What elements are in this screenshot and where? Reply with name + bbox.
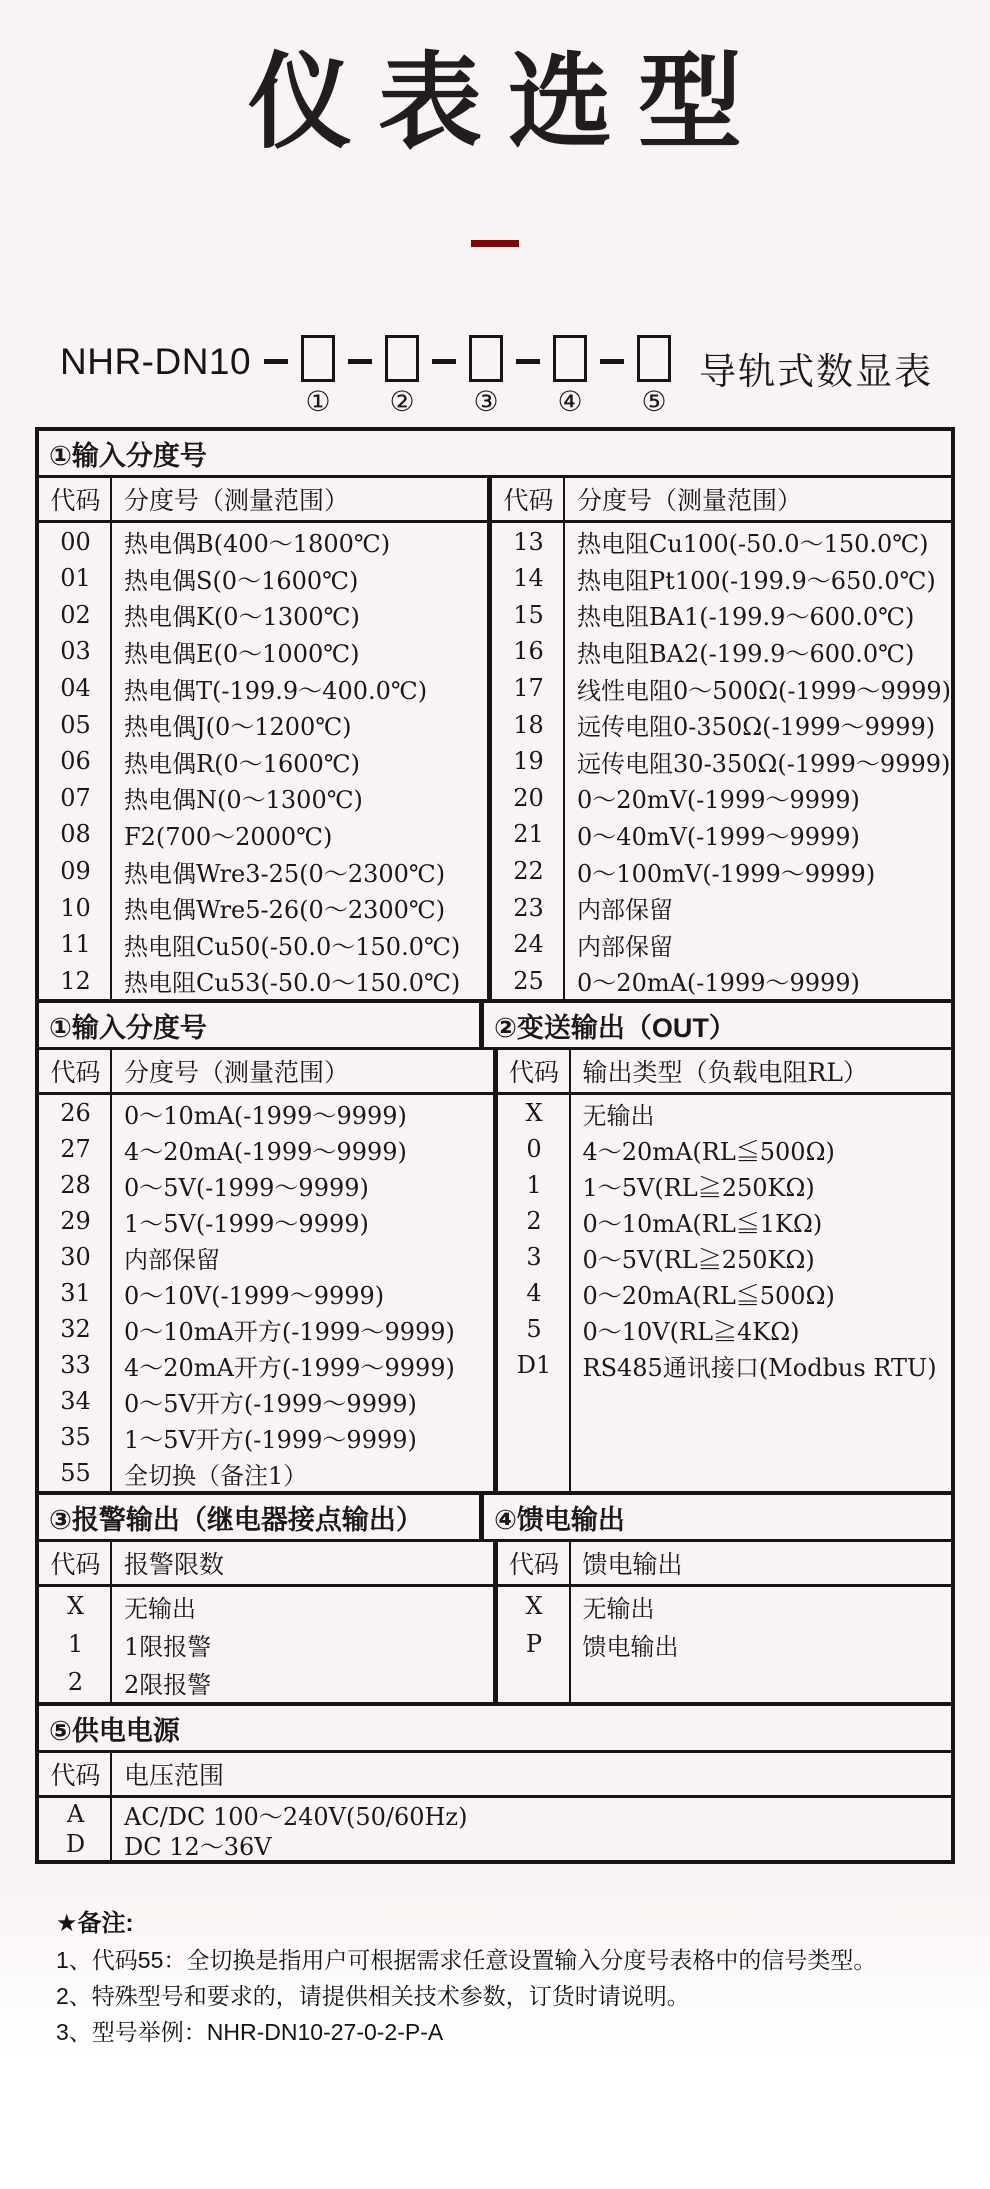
desc-cell: 热电偶R(0～1600℃)	[124, 749, 360, 778]
code-cell: 10	[60, 893, 91, 922]
table-row	[492, 560, 951, 597]
code-cell: 22	[513, 857, 544, 886]
desc-cell: 0～20mV(-1999～9999)	[577, 786, 860, 815]
table-row	[39, 853, 487, 890]
desc-cell: 线性电阻0～500Ω(-1999～9999)	[577, 676, 951, 705]
table-row	[498, 1131, 952, 1167]
table-row	[39, 963, 487, 1000]
section5-subtable	[39, 1753, 951, 1860]
section-input-and-output	[39, 999, 951, 1491]
model-slot-box	[553, 335, 587, 382]
desc-cell: 热电偶E(0～1000℃)	[124, 639, 360, 668]
code-cell: 08	[60, 820, 91, 849]
table-row	[492, 597, 951, 634]
desc-cell: 0～10V(-1999～9999)	[124, 1281, 385, 1310]
section4-title: ④馈电输出	[494, 1504, 625, 1535]
code-cell: X	[525, 1592, 543, 1621]
desc-cell: 4～20mA(RL≦500Ω)	[582, 1137, 835, 1166]
desc-cell: 馈电输出	[582, 1632, 679, 1661]
table-row	[39, 633, 487, 670]
desc-column-header: 分度号（测量范围）	[124, 1058, 350, 1088]
model-slot	[385, 335, 419, 417]
model-slot-number: ④	[557, 385, 583, 419]
footnote-item: 1、代码55：全切换是指用户可根据需求任意设置输入分度号表格中的信号类型。	[56, 1947, 877, 1974]
table-row	[39, 1347, 493, 1383]
table-row	[39, 560, 487, 597]
table-row	[39, 1663, 493, 1701]
desc-cell: RS485通讯接口(Modbus RTU)	[582, 1353, 937, 1382]
model-slot-number: ⑤	[641, 385, 667, 419]
desc-cell: 0～10mA(-1999～9999)	[124, 1101, 407, 1130]
table-row	[498, 1203, 952, 1239]
table-row	[492, 743, 951, 780]
table-row	[39, 1799, 951, 1829]
model-slot-unit	[419, 335, 503, 417]
dash-separator	[432, 359, 456, 364]
selection-table	[35, 427, 955, 1864]
table-row	[498, 1239, 952, 1275]
desc-cell: 内部保留	[577, 896, 674, 925]
code-cell: 32	[60, 1315, 91, 1344]
code-cell: 1	[526, 1171, 542, 1200]
code-cell: 23	[513, 893, 544, 922]
code-cell: 24	[513, 930, 544, 959]
code-cell: 00	[60, 527, 91, 556]
model-slot-unit	[587, 335, 671, 417]
footnotes	[56, 1906, 990, 2050]
table-row	[39, 1383, 493, 1419]
table-row	[492, 963, 951, 1000]
desc-cell: 远传电阻30-350Ω(-1999～9999)	[577, 749, 951, 778]
code-cell: P	[525, 1630, 543, 1659]
desc-cell: 热电偶S(0～1600℃)	[124, 566, 359, 595]
code-cell: X	[525, 1099, 543, 1128]
desc-cell: 热电偶K(0～1300℃)	[124, 603, 360, 632]
code-column-header: 代码	[508, 1058, 559, 1088]
desc-cell: 热电偶J(0～1200℃)	[124, 713, 352, 742]
code-cell: 1	[67, 1630, 84, 1659]
model-code-prefix: NHR-DN10	[60, 341, 252, 383]
code-column-header: 代码	[508, 1550, 559, 1580]
code-cell: 55	[60, 1459, 91, 1488]
desc-cell: 热电偶T(-199.9～400.0℃)	[124, 676, 428, 705]
table-row	[39, 1131, 493, 1167]
desc-cell: 热电偶N(0～1300℃)	[124, 786, 363, 815]
table-row	[39, 889, 487, 926]
table-row	[39, 1167, 493, 1203]
desc-cell: 0～40mV(-1999～9999)	[577, 822, 860, 851]
table-row	[39, 706, 487, 743]
table-row	[39, 743, 487, 780]
code-cell: 06	[60, 747, 91, 776]
desc-cell: 1～5V开方(-1999～9999)	[124, 1425, 417, 1454]
table-row	[498, 1347, 952, 1383]
table-row	[492, 816, 951, 853]
model-slot	[301, 335, 335, 417]
table-row	[39, 670, 487, 707]
code-cell: D	[65, 1830, 86, 1859]
code-cell: 21	[513, 820, 544, 849]
desc-cell: 0～5V(-1999～9999)	[124, 1173, 369, 1202]
table-row	[492, 706, 951, 743]
code-cell: 14	[513, 564, 544, 593]
desc-cell: 无输出	[124, 1594, 196, 1623]
table-row	[39, 1625, 493, 1663]
model-suffix-label: 导轨式数显表	[699, 351, 934, 393]
code-cell: 25	[513, 966, 544, 995]
section3-subtable	[39, 1542, 498, 1702]
desc-cell: 热电偶Wre3-25(0～2300℃)	[124, 859, 446, 888]
model-slot-unit	[251, 335, 335, 417]
table-row	[39, 1587, 493, 1625]
footnote-item: 3、型号举例：NHR-DN10-27-0-2-P-A	[56, 2019, 444, 2046]
section1-title: ①输入分度号	[49, 440, 207, 471]
desc-cell: 0～5V(RL≧250KΩ)	[582, 1245, 815, 1274]
table-row	[39, 816, 487, 853]
table-row	[492, 926, 951, 963]
desc-cell: 0～20mA(-1999～9999)	[577, 969, 860, 998]
model-slot-box	[469, 335, 503, 382]
code-cell: 33	[60, 1351, 91, 1380]
desc-cell: F2(700～2000℃)	[124, 822, 333, 851]
code-cell: 15	[513, 600, 544, 629]
code-cell: 17	[513, 674, 544, 703]
table-row	[39, 597, 487, 634]
desc-cell: 4～20mA开方(-1999～9999)	[124, 1353, 455, 1382]
code-cell: 20	[513, 783, 544, 812]
section2-left-title: ①输入分度号	[39, 1003, 484, 1047]
code-cell: 04	[60, 674, 91, 703]
code-cell: 11	[60, 930, 91, 959]
desc-cell: 4～20mA(-1999～9999)	[124, 1137, 407, 1166]
code-cell: 09	[60, 857, 91, 886]
code-cell: 2	[67, 1668, 84, 1697]
code-cell: D1	[516, 1351, 552, 1380]
table-row	[39, 1203, 493, 1239]
code-cell: 29	[60, 1207, 91, 1236]
table-row	[498, 1311, 952, 1347]
model-slot-list	[251, 335, 671, 417]
desc-cell: DC 12～36V	[124, 1832, 272, 1861]
desc-column-header: 分度号（测量范围）	[577, 486, 803, 516]
desc-cell: 0～10mA开方(-1999～9999)	[124, 1317, 455, 1346]
desc-column-header: 输出类型（负载电阻RL）	[582, 1058, 868, 1088]
code-cell: 02	[60, 600, 91, 629]
table-row	[498, 1167, 952, 1203]
desc-cell: 0～100mV(-1999～9999)	[577, 859, 876, 888]
table-row	[492, 670, 951, 707]
desc-cell: 0～20mA(RL≦500Ω)	[582, 1281, 835, 1310]
table-row	[39, 926, 487, 963]
section-power-supply	[39, 1702, 951, 1860]
table-row	[39, 780, 487, 817]
title-divider	[471, 240, 519, 247]
model-slot	[637, 335, 671, 417]
section4-subtable	[498, 1542, 952, 1702]
code-cell: 19	[513, 747, 544, 776]
code-cell: 26	[60, 1099, 91, 1128]
code-cell: 01	[60, 564, 91, 593]
table-row	[39, 1239, 493, 1275]
desc-cell: AC/DC 100～240V(50/60Hz)	[124, 1802, 468, 1831]
desc-cell: 热电阻Pt100(-199.9～650.0℃)	[577, 566, 936, 595]
table-row	[492, 633, 951, 670]
model-slot-number: ①	[305, 385, 331, 419]
code-column-header: 代码	[50, 1761, 101, 1791]
section3-title: ③报警输出（继电器接点输出）	[39, 1495, 484, 1539]
table-row	[39, 1829, 951, 1859]
code-cell: 27	[60, 1135, 91, 1164]
desc-column-header: 馈电输出	[582, 1550, 683, 1580]
table-row	[492, 853, 951, 890]
dash-separator	[348, 359, 372, 364]
code-cell: 31	[60, 1279, 91, 1308]
code-cell: 05	[60, 710, 91, 739]
code-cell: 03	[60, 637, 91, 666]
section1-right-subtable	[492, 478, 951, 999]
desc-column-header: 报警限数	[124, 1550, 225, 1580]
section1-left-subtable	[39, 478, 492, 999]
code-cell: 2	[526, 1207, 542, 1236]
code-cell: 07	[60, 783, 91, 812]
table-row	[492, 889, 951, 926]
dash-separator	[600, 359, 624, 364]
table-row	[498, 1275, 952, 1311]
model-slot-unit	[503, 335, 587, 417]
code-column-header: 代码	[50, 486, 101, 516]
model-slot-number: ②	[389, 385, 415, 419]
code-column-header: 代码	[50, 1550, 101, 1580]
section5-title: ⑤供电电源	[49, 1715, 180, 1746]
desc-cell: 2限报警	[124, 1670, 212, 1699]
dash-separator	[264, 359, 288, 364]
section-input-graduation	[39, 431, 951, 999]
model-slot	[469, 335, 503, 417]
model-slot-box	[385, 335, 419, 382]
table-row	[498, 1095, 952, 1131]
table-row	[39, 1095, 493, 1131]
section2-right-title: ②变送输出（OUT）	[494, 1012, 736, 1043]
desc-cell: 0～10V(RL≧4KΩ)	[582, 1317, 800, 1346]
code-cell: A	[66, 1800, 85, 1829]
desc-cell: 热电阻BA2(-199.9～600.0℃)	[577, 639, 915, 668]
footnotes-heading: ★备注:	[56, 1910, 134, 1938]
desc-cell: 热电偶Wre5-26(0～2300℃)	[124, 896, 446, 925]
model-slot-unit	[335, 335, 419, 417]
desc-column-header: 电压范围	[124, 1761, 225, 1791]
desc-cell: 0～10mA(RL≦1KΩ)	[582, 1209, 823, 1238]
desc-cell: 热电阻Cu53(-50.0～150.0℃)	[124, 969, 461, 998]
table-row	[39, 1455, 493, 1491]
model-slot-number: ③	[473, 385, 499, 419]
desc-cell: 热电阻BA1(-199.9～600.0℃)	[577, 603, 915, 632]
table-row	[39, 1311, 493, 1347]
desc-cell: 热电偶B(400～1800℃)	[124, 530, 391, 559]
code-cell: 12	[60, 966, 91, 995]
code-cell: 4	[526, 1279, 542, 1308]
code-cell: 16	[513, 637, 544, 666]
code-cell: 35	[60, 1423, 91, 1452]
model-code-line	[60, 335, 990, 417]
desc-cell: 热电阻Cu100(-50.0～150.0℃)	[577, 530, 929, 559]
code-column-header: 代码	[503, 486, 554, 516]
code-column-header: 代码	[50, 1058, 101, 1088]
desc-cell: 1～5V(RL≧250KΩ)	[582, 1173, 815, 1202]
code-cell: 30	[60, 1243, 91, 1272]
table-row	[492, 780, 951, 817]
model-slot-box	[301, 335, 335, 382]
desc-column-header: 分度号（测量范围）	[124, 486, 350, 516]
code-cell: 13	[513, 527, 544, 556]
table-row	[39, 1419, 493, 1455]
desc-cell: 远传电阻0-350Ω(-1999～9999)	[577, 713, 936, 742]
table-row	[498, 1587, 952, 1625]
code-cell: 0	[526, 1135, 542, 1164]
desc-cell: 无输出	[582, 1101, 655, 1130]
desc-cell: 0～5V开方(-1999～9999)	[124, 1389, 417, 1418]
desc-cell: 内部保留	[577, 932, 674, 961]
code-cell: 28	[60, 1171, 91, 1200]
desc-cell: 1限报警	[124, 1632, 212, 1661]
page-title: 仪表选型	[247, 45, 768, 161]
code-cell: X	[66, 1592, 85, 1621]
desc-cell: 全切换（备注1）	[124, 1461, 308, 1490]
desc-cell: 1～5V(-1999～9999)	[124, 1209, 369, 1238]
code-cell: 3	[526, 1243, 542, 1272]
table-row	[498, 1625, 952, 1663]
table-row	[39, 1275, 493, 1311]
section-alarm-and-feed	[39, 1491, 951, 1702]
model-slot-box	[637, 335, 671, 382]
section2-left-subtable	[39, 1050, 498, 1491]
code-cell: 5	[526, 1315, 542, 1344]
section2-right-subtable	[498, 1050, 952, 1491]
code-cell: 34	[60, 1387, 91, 1416]
desc-cell: 无输出	[582, 1594, 655, 1623]
table-row	[39, 523, 487, 560]
footnote-item: 2、特殊型号和要求的，请提供相关技术参数，订货时请说明。	[56, 1983, 690, 2010]
dash-separator	[516, 359, 540, 364]
model-slot	[553, 335, 587, 417]
desc-cell: 热电阻Cu50(-50.0～150.0℃)	[124, 932, 461, 961]
code-cell: 18	[513, 710, 544, 739]
desc-cell: 内部保留	[124, 1245, 220, 1274]
table-row	[492, 523, 951, 560]
